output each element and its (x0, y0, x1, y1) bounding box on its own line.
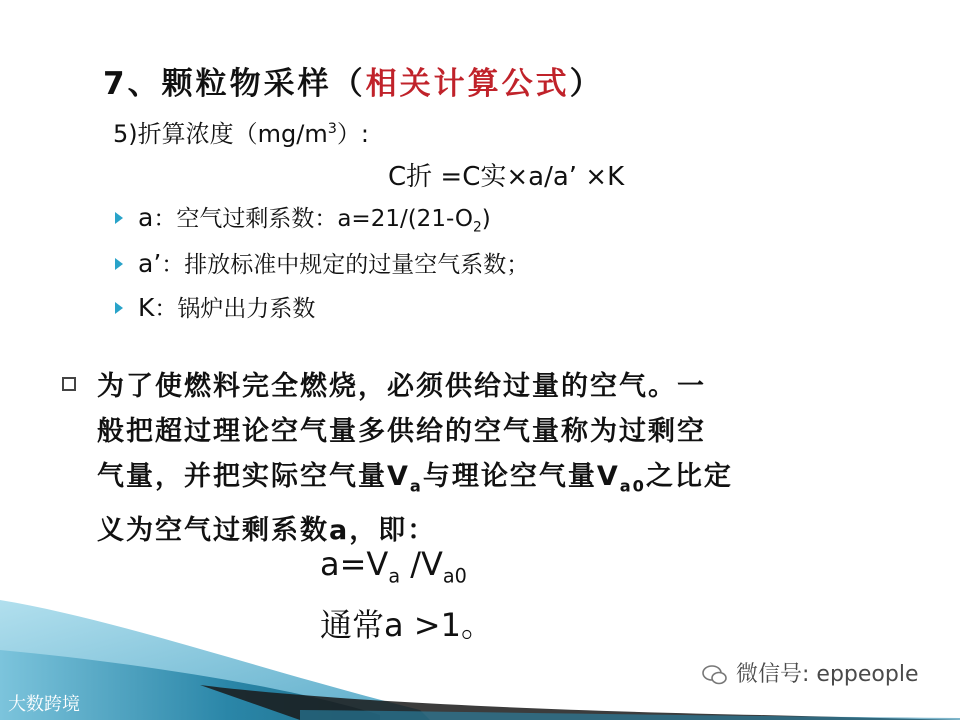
square-bullet-icon (62, 377, 76, 391)
wechat-id: 微信号: eppeople (736, 662, 919, 687)
paragraph-fragment: 气量，并把实际空气量V (97, 461, 410, 492)
bullet-sub: 2 (473, 219, 482, 236)
bullet-tail: ) (481, 206, 491, 232)
paragraph-line (97, 454, 733, 508)
equation-sub: a (388, 564, 401, 588)
sub-heading (113, 114, 369, 149)
bullet-label: a (138, 203, 154, 232)
triangle-bullet-icon (115, 258, 123, 270)
bullet-label: K (138, 293, 155, 322)
triangle-bullet-icon (115, 302, 123, 314)
subheading-sup: 3 (327, 121, 337, 137)
main-formula: C折 =C实×a/a’ ×K (388, 162, 625, 192)
title-suffix: ） (569, 66, 604, 102)
bullet-text: ：锅炉出力系数 (154, 296, 316, 322)
title-prefix: 7、颗粒物采样（ (103, 66, 366, 102)
paragraph-sub: a (409, 476, 423, 496)
definition-paragraph (97, 364, 733, 553)
bullet-text: ：排放标准中规定的过量空气系数； (161, 252, 530, 278)
equation-part: a=V (320, 545, 389, 583)
wechat-icon (702, 663, 728, 687)
paragraph-line: 为了使燃料完全燃烧，必须供给过量的空气。一 (97, 371, 706, 402)
equation-part: /V (400, 545, 443, 583)
bullet-item (115, 246, 529, 279)
equation-sub: a0 (442, 564, 467, 588)
equation-note: 通常a >1。 (320, 606, 493, 644)
paragraph-line: 般把超过理论空气量多供给的空气量称为过剩空 (97, 416, 706, 447)
paragraph-fragment: 与理论空气量V (422, 461, 620, 492)
bullet-item (115, 290, 315, 323)
bullet-text: ：空气过剩系数：a=21/(21-O (153, 206, 473, 232)
decorative-wave-band (0, 560, 960, 720)
subheading-tail: ）: (336, 120, 369, 148)
paragraph-line: 义为空气过剩系数a，即： (97, 515, 437, 547)
bullet-item (115, 200, 491, 236)
brand-watermark: 大数跨境 (8, 694, 80, 715)
bullet-label: a’ (138, 249, 162, 278)
wechat-watermark (702, 657, 918, 688)
title-highlight: 相关计算公式 (365, 66, 570, 102)
slide-title (103, 58, 604, 103)
paragraph-fragment: 之比定 (645, 461, 733, 492)
subheading-text: 5)折算浓度（mg/m (113, 120, 328, 148)
paragraph-sub: a0 (619, 476, 646, 496)
triangle-bullet-icon (115, 212, 123, 224)
